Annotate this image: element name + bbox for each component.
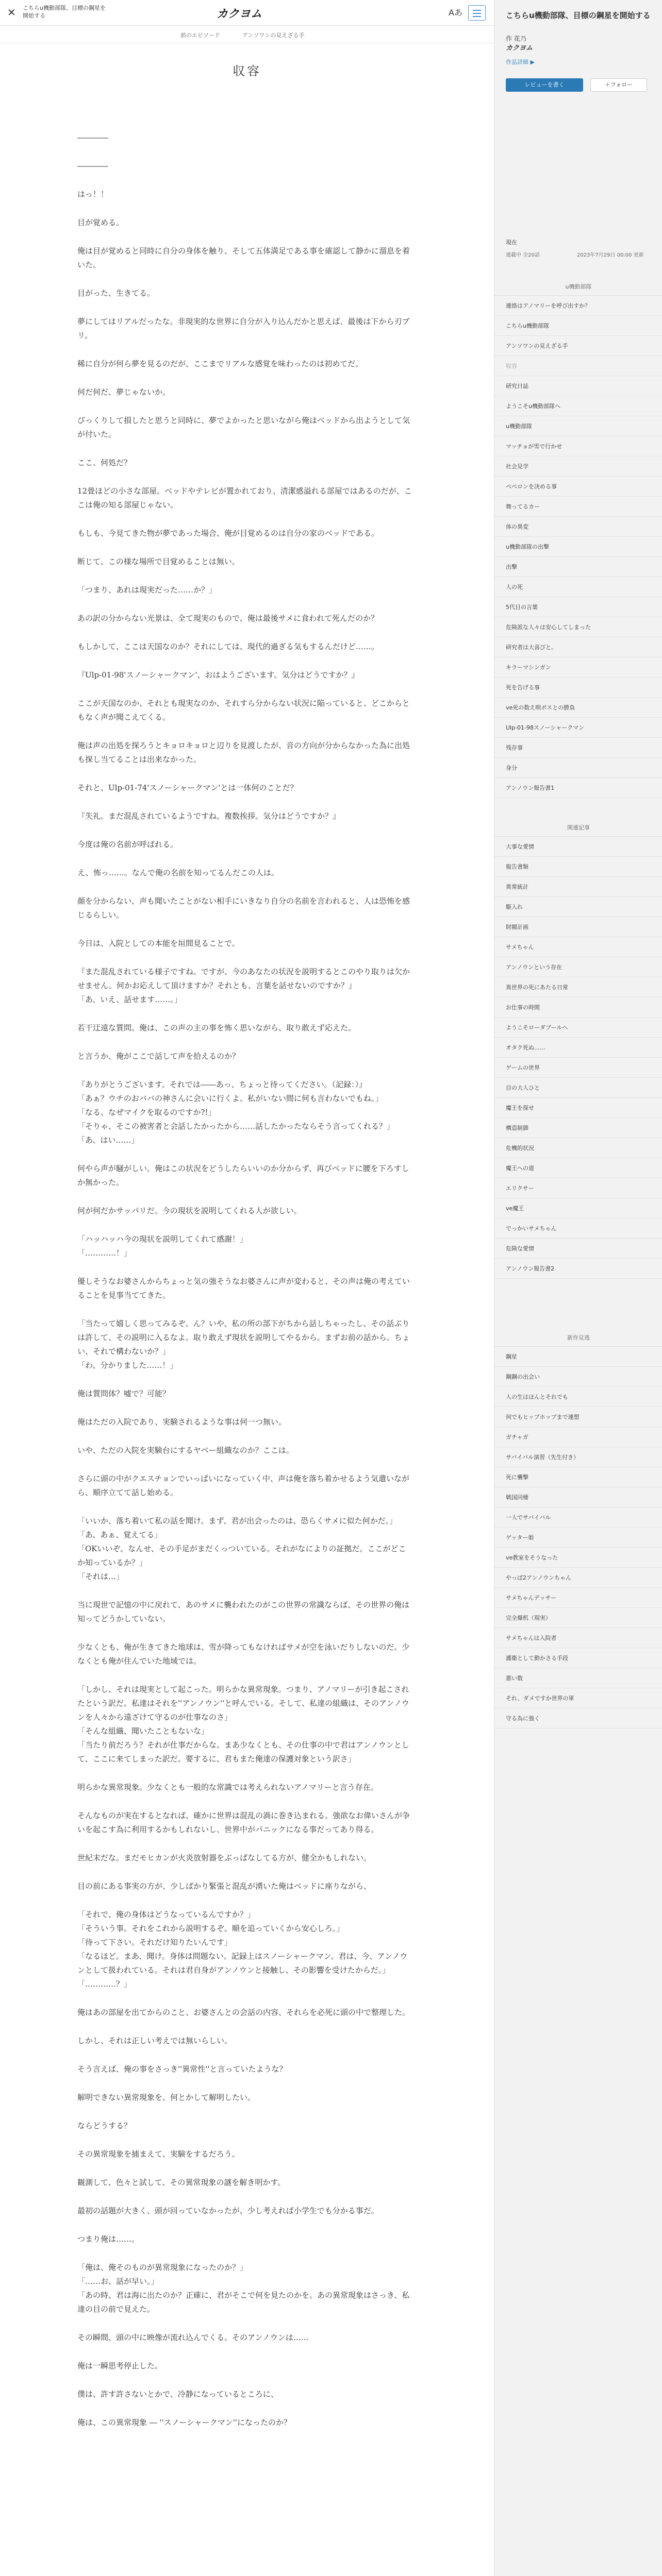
chapter-title: 収容: [233, 64, 261, 78]
body-paragraph: 優しそうなお婆さんからちょっと気の強そうなお婆さんに声が変わると、その声は俺の考えていることを見事当ててきた。: [77, 1277, 410, 1300]
sidebar-list-item[interactable]: 鋼星: [494, 1347, 662, 1367]
sidebar-list-item[interactable]: アンノウン報告書2: [494, 1259, 662, 1279]
body-paragraph: 「しかし、それは現実として起こった。明らかな異常現象。つまり、アノマリーが引き起こされたという訳だ。私達はそれを''アンノウン''と呼んでいる。そして、私達の組織は、そのアンノウンを人々から遠ざけて守るのが仕事なのさ」 「そんな組織、聞いたこともないな」 「当たり前だろう？それが仕事だからな。まあ少なくとも、その仕事の中で君はアンノウンとして、ここに来てしまった訳だ。要するに、君もまた俺達の保護対象という訳さ」: [77, 1685, 409, 1764]
body-paragraph: あの訳の分からない光景は、全て現実のもので、俺は最後サメに食われて死んだのか？: [77, 614, 379, 623]
sidebar-list-item[interactable]: 一人でサバイバル: [494, 1507, 662, 1528]
body-paragraph: 最初の話題が大きく、頭が回っていなかったが、少し考えれば小学生でも分かる事だ。: [77, 2206, 379, 2215]
sidebar-list-item[interactable]: サメちゃんは入院者: [494, 1628, 662, 1648]
sidebar-list-item[interactable]: 出撃: [494, 557, 662, 577]
body-paragraph: しかし、それは正しい考えでは無いらしい。: [77, 2036, 233, 2045]
related-section-head: 関連記事: [494, 819, 662, 837]
sidebar-author[interactable]: 作 花乃: [506, 35, 526, 42]
body-paragraph: え、怖っ……。なんで俺の名前を知ってるんだこの人は。: [77, 868, 279, 877]
sidebar-list-item[interactable]: それ、ダメですか世界の軍: [494, 1688, 662, 1708]
body-paragraph: 何だ何だ、夢じゃないか。: [77, 387, 171, 397]
sidebar-list-item[interactable]: 社会見学: [494, 456, 662, 477]
body-paragraph: もしも、今見てきた物が夢であった場合、俺が目覚めるのは自分の家のベッドである。: [77, 529, 379, 538]
sidebar-list-item[interactable]: 異常統計: [494, 877, 662, 897]
sidebar-list-item[interactable]: 何でもヒップホップまで連想: [494, 1407, 662, 1427]
sidebar-list-item[interactable]: 5代目の言葉: [494, 597, 662, 617]
sidebar-list-item[interactable]: 構造制御: [494, 1118, 662, 1138]
body-paragraph: 若干迂遠な質問。俺は、この声の主の事を怖く思いながら、取り敢えず応えた。: [77, 1023, 356, 1032]
sidebar-list-item[interactable]: 完全爆机（現実）: [494, 1608, 662, 1628]
sidebar-list-item[interactable]: 残存事: [494, 738, 662, 758]
header-work-title[interactable]: こちらu機動部隊、目標の鋼星を開始する: [23, 5, 106, 19]
sidebar-list-item[interactable]: サメちゃんデッサー: [494, 1588, 662, 1608]
sidebar-meta-label: 現在: [506, 239, 517, 246]
body-paragraph: 観測して、色々と試して、その異常現象の謎を解き明かす。: [77, 2178, 286, 2187]
body-paragraph: 解明できない異常現象を、何とかして解明したい。: [77, 2093, 256, 2102]
sidebar-list-item[interactable]: ゲッター姫: [494, 1528, 662, 1548]
sidebar-list-item[interactable]: ガチャガ: [494, 1427, 662, 1447]
body-paragraph: ――――: [77, 161, 108, 171]
work-detail-link[interactable]: 作品詳細 ▶: [506, 59, 535, 65]
sidebar-list-item[interactable]: 報告書類: [494, 857, 662, 877]
sidebar-list-item[interactable]: 悪い数: [494, 1668, 662, 1688]
body-paragraph: 『Ulp-01-98'スノーシャークマン'、おはようございます。気分はどうですか？』: [77, 670, 359, 680]
sidebar-list-item[interactable]: こちらu機動部隊: [494, 316, 662, 336]
sidebar-list-item[interactable]: 大事な愛情: [494, 837, 662, 857]
body-paragraph: 当に現世で記憶の中に戻れて、あのサメに襲われたのがこの世界の常識ならば、その世界の俺は知ってどうかしていない。: [77, 1600, 410, 1623]
sidebar-list-item[interactable]: 魔王を探せ: [494, 1098, 662, 1118]
sidebar: [494, 0, 662, 2576]
body-paragraph: その異常現象を捕まえて、実験をするだろう。: [77, 2149, 240, 2159]
body-paragraph: 何やら声が騒がしい。俺はこの状況をどうしたらいいのか分からず、再びベッドに腰を下ろすしか無かった。: [77, 1164, 409, 1187]
hamburger-menu-icon[interactable]: [468, 5, 486, 21]
sidebar-updated: 2023年7月29日 00:00 更新: [577, 252, 644, 258]
sidebar-list-item[interactable]: 死を告げる事: [494, 677, 662, 698]
body-paragraph: 「当たって嬉しく思ってみるぞ。ん？いや、私の所の部下がちから話しちゃったし、その話ぶりは許して、その説明に入るなよ。取り敢えず現状を説明してやるから。まずお前の話から。ちょい、それで構わないか？」 「わ、分かりました……！」: [77, 1319, 410, 1370]
body-paragraph: 目が覚める。: [77, 218, 124, 227]
body-paragraph: 目の前にある事実の方が、少しばかり緊張と混乱が湧いた俺はベッドに座りながら、: [77, 1882, 372, 1891]
sidebar-list-item[interactable]: 体の異変: [494, 517, 662, 537]
body-paragraph: 夢にしてはリアルだったな。非現実的な世界に自分が入り込んだかと思えば、最後は下から刃ブリ。: [77, 317, 410, 340]
sidebar-list-item[interactable]: 魔王への道: [494, 1158, 662, 1178]
body-paragraph: 12畳ほどの小さな部屋。ベッドやテレビが置かれており、清潔感溢れる部屋ではあるのだが、ここは俺の知る部屋じゃない。: [77, 486, 412, 510]
body-paragraph: 『ありがとうございます。それでは――あっ、ちょっと待ってください。（記録：）』 「あぁ？ウチのおババの神さんに会いに行くよ。私がいない間に何も言わないでもね。」 「なる、なぜマイクを取るのですか?!」 「そりゃ、そこの被害者と会話したかったから……話したかったならそう言ってくれる？」 「あ、はい……」: [77, 1080, 395, 1145]
body-paragraph: はっ！！: [77, 190, 109, 199]
body-paragraph: 稀に自分が何ら夢を見るのだが、ここまでリアルな感覚を味わったのは初めてだ。: [77, 359, 363, 368]
body-paragraph: いや、ただの入院を実験台にするヤベー組織なのか？ここは。: [77, 1446, 294, 1455]
body-paragraph: 今度は俺の名前が呼ばれる。: [77, 840, 178, 849]
body-paragraph: それと、Ulp-01-74'スノーシャークマン'とは一体何のことだ？: [77, 783, 298, 792]
sidebar-list-item[interactable]: アンノウンという存在: [494, 957, 662, 977]
sidebar-list-item[interactable]: 危機的状況: [494, 1138, 662, 1158]
sidebar-list-item[interactable]: キラーマシンガン: [494, 657, 662, 677]
sidebar-list-item[interactable]: 護衛として動かさる手段: [494, 1648, 662, 1668]
body-paragraph: ここが天国なのか、それとも現実なのか、それすら分からない状況に陥っていると、どこからともなく声が聞こえてくる。: [77, 699, 410, 722]
sidebar-list-item[interactable]: 研究者は大喜びと。: [494, 637, 662, 657]
toc-section: [494, 278, 662, 798]
sidebar-list-item[interactable]: 連絡はアノマリーを呼び出すか？: [494, 296, 662, 316]
sidebar-list-item[interactable]: ペペロンを決める事: [494, 477, 662, 497]
sidebar-list-item[interactable]: ようこそu機動部隊へ: [494, 396, 662, 416]
body-paragraph: 俺は目が覚めると同時に自分の身体を触り、そして五体満足である事を確認して静かに溜息を着いた。: [77, 246, 410, 269]
body-paragraph: 『失礼。まだ混乱されているようですね。複数挨拶。気分はどうですか？』: [77, 811, 341, 821]
body-paragraph: 俺は一瞬思考停止した。: [77, 2361, 163, 2370]
write-review-button[interactable]: レビューを書く: [506, 78, 583, 92]
sidebar-list-item[interactable]: ve死の数え唄ボスとの勝負: [494, 698, 662, 718]
body-paragraph: 何が何だかサッパリだ。今の現状を説明してくれる人が欲しい。: [77, 1206, 302, 1215]
sidebar-list-item[interactable]: 収容: [494, 356, 662, 376]
sidebar-list-item[interactable]: Ulp-01-98スノーシャークマン: [494, 718, 662, 738]
sidebar-list-item[interactable]: サメちゃん: [494, 937, 662, 957]
body-paragraph: びっくりして損したと思うと同時に、夢でよかったと思いながら俺はベッドから出ようとして気が付いた。: [77, 416, 410, 439]
sidebar-list-item[interactable]: オタク死ぬ……: [494, 1038, 662, 1058]
body-paragraph: 「いいか、落ち着いて私の話を聞け。まず、君が出会ったのは、恐らくサメに似た何かだ。」 「あ、あぁ、覚えてる」 「OKいいぞ。なんせ、その手足がまだくっついている。それがなによりの証拠だ。ここがどこか知っているか？」 「それは…」: [77, 1516, 406, 1581]
sidebar-list-item[interactable]: サバイバル演習（先生付き）: [494, 1447, 662, 1467]
chapter-body: [77, 131, 412, 2444]
body-paragraph: 「つまり、あれは現実だった……か？」: [77, 585, 217, 595]
sidebar-logo: カクヨム: [506, 44, 533, 52]
sidebar-list-item[interactable]: アンノウン報告書1: [494, 778, 662, 798]
body-paragraph: 「ハッハッハ今の現状を説明してくれて感謝！」 「…………！」: [77, 1234, 248, 1258]
sidebar-list-item[interactable]: 鋼鋼の出会い: [494, 1367, 662, 1387]
follow-button[interactable]: ＋フォロー: [590, 78, 647, 92]
body-paragraph: もしかして、ここは天国なのか？それにしては、現代的過ぎる気もするんだけど……。: [77, 642, 379, 651]
body-paragraph: そんなものが実在するとなれば、確かに世界は混乱の渦に巻き込まれる。強欲なお偉いさんが争いを起こす為に利用するかもしれないし、世界中がパニックになる事だってあり得る。: [77, 1811, 410, 1834]
sidebar-list-item[interactable]: 異世界の死にあたる日常: [494, 977, 662, 997]
sidebar-list-item[interactable]: 守る為に強く: [494, 1708, 662, 1728]
body-paragraph: ――――: [77, 133, 108, 142]
font-size-button[interactable]: Aあ: [449, 8, 462, 18]
sidebar-list-item[interactable]: 舞ってるカー: [494, 497, 662, 517]
body-paragraph: その瞬間、頭の中に映像が流れ込んでくる。そのアンノウンは……: [77, 2333, 309, 2342]
body-paragraph: 俺は質問体？嘘で？可能？: [77, 1389, 171, 1398]
body-paragraph: そう言えば、俺の事をさっき''異常性''と言っていたような？: [77, 2064, 287, 2074]
sidebar-list-item[interactable]: u機動部隊: [494, 416, 662, 436]
body-paragraph: と言うか、俺がここで話して声を拾えるのか？: [77, 1052, 240, 1061]
toc-section-head: u機動部隊: [494, 278, 662, 296]
body-paragraph: 俺は声の出処を探ろうとキョロキョロと辺りを見渡したが、音の方向が分からなかった為に出処も探し当てることは出来なかった。: [77, 741, 410, 764]
sidebar-list-item[interactable]: 財閥計画: [494, 917, 662, 937]
body-paragraph: ここ、何処だ？: [77, 458, 132, 467]
body-paragraph: 俺はただの入院であり、実験されるような事は何一つ無い。: [77, 1417, 287, 1427]
body-paragraph: 「俺は、俺そのものが異常現象になったのか？」 「……お、話が早い。」 「あの時、君は海に出たのか？正確に、君がそこで何を見たのかを。あの異常現象はさっき、私達の目の前で見えた。: [77, 2263, 410, 2314]
body-paragraph: つまり俺は……。: [77, 2234, 140, 2244]
sidebar-list-item[interactable]: 身分: [494, 758, 662, 778]
sidebar-list-item[interactable]: やっぱ2アンノウンちゃん: [494, 1568, 662, 1588]
body-paragraph: 俺はあの部屋を出てからのこと、お婆さんとの会話の内容、それらを必死に頭の中で整理した。: [77, 2008, 410, 2017]
sidebar-list-item[interactable]: 人の生はほんとそれでも: [494, 1387, 662, 1407]
sidebar-list-item[interactable]: ve魔王: [494, 1198, 662, 1218]
next-episode-link[interactable]: アンソワンの見えざる手: [242, 32, 305, 39]
body-paragraph: 断じて、この様な場所で目覚めることは無い。: [77, 557, 240, 566]
body-paragraph: 僕は、許す許さないとかで、冷静になっているところに、: [77, 2389, 278, 2399]
sidebar-list-item[interactable]: 駆入れ: [494, 897, 662, 917]
sidebar-list-item[interactable]: 人の死: [494, 577, 662, 597]
body-paragraph: 顔を分からない、声も聞いたことがない相手にいきなり自分の名前を言われると、人は恐怖を感じるらしい。: [77, 896, 410, 920]
body-paragraph: 少なくとも、俺が生きてきた地球は、雪が降ってもなければサメが空を泳いだりしないのだ。少なくとも俺が住んでいた地域では。: [77, 1642, 410, 1666]
sidebar-work-title[interactable]: こちらu機動部隊、目標の鋼星を開始する: [506, 11, 651, 20]
more-section-head: 新作見逃: [494, 1329, 662, 1347]
body-paragraph: ならどうする？: [77, 2121, 132, 2130]
sidebar-list-item[interactable]: 死に襲撃: [494, 1467, 662, 1487]
prev-episode-link[interactable]: 前のエピソード: [180, 32, 220, 39]
sidebar-list-item[interactable]: 戦国同棲: [494, 1487, 662, 1507]
sidebar-list-item[interactable]: 研究日誌: [494, 376, 662, 396]
sidebar-list-item[interactable]: マッチョが雪で行かせ: [494, 436, 662, 456]
more-section: [494, 1329, 662, 1728]
sidebar-list-item[interactable]: でっかいサメちゃん: [494, 1218, 662, 1239]
sidebar-list-item[interactable]: ようこそローダブールへ: [494, 1018, 662, 1038]
body-paragraph: 目がった、生きてる。: [77, 289, 155, 298]
sidebar-list-item[interactable]: 危険派な人々は安心してしまった: [494, 617, 662, 637]
sidebar-list-item[interactable]: お仕事の時間: [494, 997, 662, 1018]
sidebar-list-item[interactable]: ゲームの世界: [494, 1058, 662, 1078]
body-paragraph: 明らかな異常現象。少なくとも一般的な常識では考えられないアノマリーと言う存在。: [77, 1783, 378, 1792]
body-paragraph: 今日は、入院としての本能を垣間見ることで。: [77, 939, 240, 948]
sidebar-list-item[interactable]: エリクサー: [494, 1178, 662, 1198]
related-section: [494, 819, 662, 1279]
episode-subnav: [0, 26, 494, 43]
sidebar-list-item[interactable]: アンソワンの見えざる手: [494, 336, 662, 356]
sidebar-list-item[interactable]: 危険な愛情: [494, 1239, 662, 1259]
sidebar-list-item[interactable]: u機動部隊の出撃: [494, 537, 662, 557]
site-logo[interactable]: カクヨム: [217, 7, 262, 21]
close-icon[interactable]: ✕: [7, 6, 16, 19]
body-paragraph: 世紀末だな。まだモヒカンが火炎放射器をぶっぱなしてる方が、健全かもしれない。: [77, 1853, 372, 1862]
sidebar-list-item[interactable]: 目の大人ひと: [494, 1078, 662, 1098]
body-paragraph: 『また混乱されている様子ですね。ですが、今のあなたの状況を説明するとこのやり取りは欠かせません。何かお応えして頂けますか？それとも、言葉を話せないのですか？』 「あ、いえ、話せます……。」: [77, 967, 410, 1004]
sidebar-list-item[interactable]: ve教室をそうなった: [494, 1548, 662, 1568]
body-paragraph: 俺は、この異常現象 ― ''スノーシャークマン''になったのか？: [77, 2418, 291, 2427]
body-paragraph: さらに頭の中がクエスチョンでいっぱいになっていく中、声は俺を落ち着かせるよう気遣いながら、順序立てて話し始める。: [77, 1474, 409, 1497]
body-paragraph: 「それで、俺の身体はどうなっているんですか？」 「そういう事。それをこれから説明するぞ。順を追っていくから安心しろ。」 「待って下さい。それだけ知りたいんです」 「なるほど。まあ、聞け。身体は問題ない。記録上はスノーシャークマン。君は、今、アンノウンとして扱われている。それは君自身がアンノウンと接触し、その影響を受けたからだ。」 「…………？」: [77, 1910, 408, 1989]
sidebar-status: 連載中 全20話: [506, 252, 540, 258]
